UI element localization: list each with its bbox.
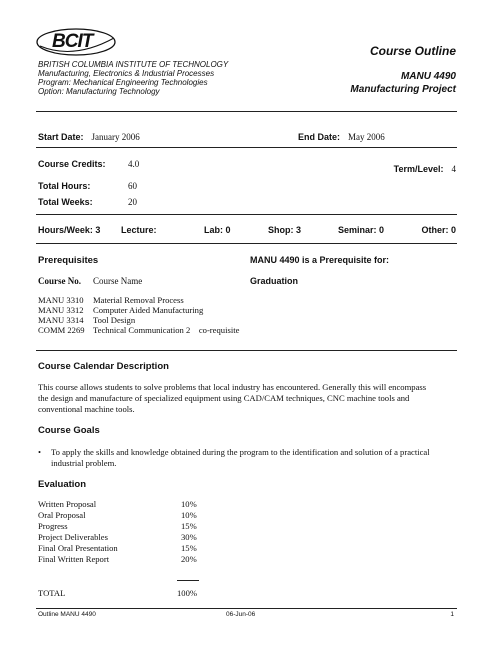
document-title: Course Outline [369, 44, 456, 58]
footer-date: 06-Jun-06 [226, 611, 256, 618]
prereq-for-title: MANU 4490 is a Prerequisite for: [250, 255, 390, 265]
weeks-label: Total Weeks: [38, 197, 93, 207]
dates-divider [36, 147, 457, 148]
prerequisites-title: Prerequisites [38, 255, 99, 266]
total-rule [177, 580, 199, 581]
info-divider [36, 214, 457, 215]
list-item: MANU 3314 Tool Design [38, 315, 136, 325]
hours-per-week: Hours/Week: 3 [38, 225, 101, 235]
prerequisite-list [38, 295, 240, 335]
program-name: Program: Mechanical Engineering Technologies [38, 78, 208, 87]
table-row: Project Deliverables 30% [38, 532, 197, 542]
school-name: Manufacturing, Electronics & Industrial Processes [38, 69, 215, 78]
other-hours: Other: 0 [421, 225, 456, 235]
table-row: Final Oral Presentation 15% [38, 543, 197, 553]
calendar-line-1: This course allows students to solve problems that local industry has encountered. Generally this will encompass [38, 382, 427, 392]
institute-name: BRITISH COLUMBIA INSTITUTE OF TECHNOLOGY [38, 60, 229, 69]
list-item: COMM 2269 Technical Communication 2 co-requisite [38, 325, 240, 335]
credits-value: 4.0 [128, 159, 140, 169]
footer-left: Outline MANU 4490 [38, 611, 96, 618]
total-label: TOTAL [38, 588, 66, 598]
goal-line-1: To apply the skills and knowledge obtained during the program to the identification and solution of a practical [51, 447, 430, 457]
list-item: MANU 3310 Material Removal Process [38, 295, 184, 305]
prereq-divider [36, 350, 457, 351]
evaluation-title: Evaluation [38, 479, 87, 490]
credits-label: Course Credits: [38, 159, 106, 169]
header-divider [36, 111, 457, 112]
total-value: 100% [177, 588, 198, 598]
page-number: 1 [450, 611, 454, 618]
goals-title: Course Goals [38, 425, 100, 436]
table-row: Oral Proposal 10% [38, 510, 197, 520]
goal-line-2: industrial problem. [51, 458, 117, 468]
goal-bullet: • [38, 447, 42, 457]
table-row: Progress 15% [38, 521, 197, 531]
lecture-hours: Lecture: [121, 225, 157, 235]
weeks-value: 20 [128, 197, 137, 207]
table-row: Written Proposal 10% [38, 499, 197, 509]
lab-hours: Lab: 0 [204, 225, 231, 235]
course-code: MANU 4490 [400, 71, 456, 82]
footer-divider [36, 608, 457, 609]
end-date: End Date: May 2006 [298, 132, 385, 142]
start-date: Start Date: January 2006 [38, 132, 140, 142]
evaluation-table [38, 499, 208, 565]
shop-hours: Shop: 3 [268, 225, 301, 235]
calendar-line-3: conventional machine tools. [38, 404, 135, 414]
calendar-line-2: the design and manufacture of specialized equipment using CAD/CAM techniques, CNC machine tools and [38, 393, 410, 403]
seminar-hours: Seminar: 0 [338, 225, 385, 235]
course-name: Manufacturing Project [350, 84, 456, 95]
hours-value: 60 [128, 181, 137, 191]
calendar-title: Course Calendar Description [38, 361, 169, 372]
hours-divider [36, 243, 457, 244]
hours-label: Total Hours: [38, 181, 91, 191]
term-level: Term/Level: 4 [393, 164, 456, 174]
course-no-header: Course No. [38, 276, 81, 286]
table-row: Final Written Report 20% [38, 554, 197, 564]
bcit-logo: BCIT [34, 26, 118, 58]
prereq-for-value: Graduation [250, 276, 299, 286]
option-name: Option: Manufacturing Technology [38, 87, 160, 96]
course-name-header: Course Name [93, 276, 143, 286]
list-item: MANU 3312 Computer Aided Manufacturing [38, 305, 204, 315]
